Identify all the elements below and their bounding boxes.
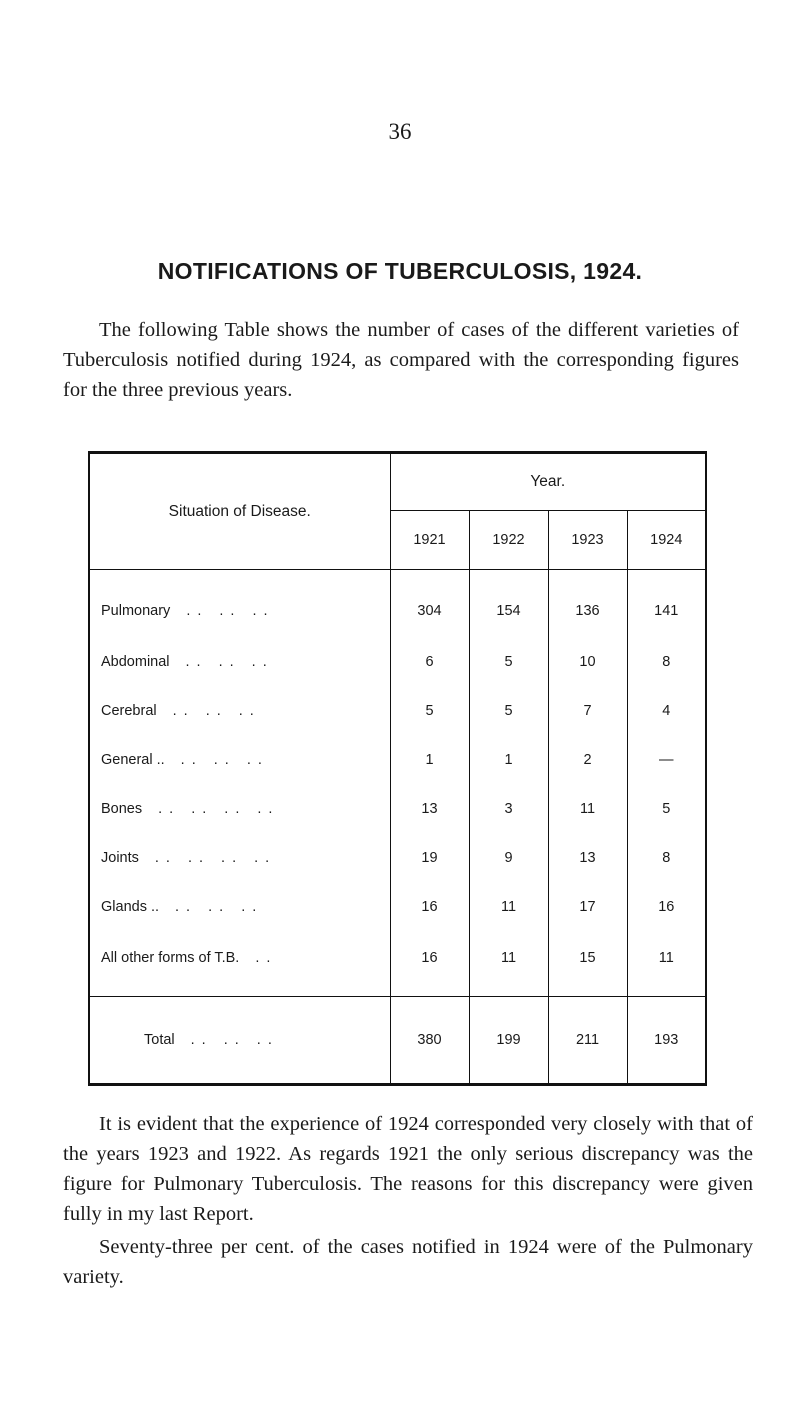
leader-dots: .. .. ..: [190, 1032, 279, 1049]
year-header: Year.: [390, 453, 706, 511]
cell-value: 6: [390, 637, 469, 686]
table-row: [89, 833, 706, 882]
row-label-text: Pulmonary: [101, 602, 171, 619]
leader-dots: ..: [255, 949, 278, 966]
cell-value: 13: [390, 784, 469, 833]
cell-value: 7: [548, 686, 627, 735]
cell-value: 11: [469, 932, 548, 997]
cell-value: 5: [469, 637, 548, 686]
cell-value: 4: [662, 702, 671, 719]
row-label: [89, 735, 390, 784]
leader-dots: .. .. ..: [180, 751, 269, 768]
cell-value: 1: [390, 735, 469, 784]
cell-value: 15: [548, 932, 627, 997]
row-label-text: Glands ..: [101, 899, 160, 915]
cell-value: 8: [662, 849, 671, 866]
cell-value: —: [659, 751, 674, 768]
total-label: [89, 997, 390, 1085]
cell-value: 11: [548, 784, 627, 833]
situation-header: Situation of Disease.: [89, 453, 390, 570]
total-value: 211: [548, 997, 627, 1085]
cell-value: 16: [390, 932, 469, 997]
cell-value: 136: [548, 570, 627, 638]
table-row: [89, 735, 706, 784]
cell-value: 1: [469, 735, 548, 784]
cell-value: 11: [658, 949, 674, 966]
total-label-text: Total: [144, 1032, 175, 1049]
cell-value: 5: [469, 686, 548, 735]
cell-value: 10: [548, 637, 627, 686]
cell-value: 2: [548, 735, 627, 784]
row-label-text: Abdominal: [101, 653, 170, 670]
table-row: [89, 784, 706, 833]
row-label: [89, 882, 390, 931]
cell-value: 141: [654, 602, 679, 619]
total-value: 199: [469, 997, 548, 1085]
cell-value: 11: [469, 882, 548, 931]
total-value: 193: [627, 997, 706, 1085]
table-row: [89, 686, 706, 735]
body-paragraph-2: Seventy-three per cent. of the cases notified in 1924 were of the Pulmonary variety.: [63, 1236, 753, 1288]
intro-paragraph: The following Table shows the number of cases of the different varieties of Tuberculosis notified during 1924, as compared with the corresponding figures for the three previous years.: [63, 319, 739, 401]
row-label: [89, 784, 390, 833]
cell-value: 17: [548, 882, 627, 931]
row-label-text: General ..: [101, 751, 165, 768]
cell-value: 5: [662, 800, 671, 817]
cell-value: 8: [662, 653, 671, 670]
row-label: [89, 637, 390, 686]
table-row: [89, 570, 706, 638]
cell-value: 3: [469, 784, 548, 833]
year-column-header: 1922: [469, 511, 548, 570]
page-heading: NOTIFICATIONS OF TUBERCULOSIS, 1924.: [157, 258, 643, 284]
leader-dots: .. .. ..: [172, 702, 261, 719]
table-row: [89, 882, 706, 931]
row-label-text: All other forms of T.B.: [101, 949, 240, 966]
row-label: [89, 686, 390, 735]
leader-dots: .. .. .. ..: [154, 849, 277, 866]
cell-value: 16: [390, 882, 469, 931]
leader-dots: .. .. ..: [186, 602, 275, 619]
cell-value: 16: [658, 899, 675, 915]
cell-value: 154: [469, 570, 548, 638]
year-column-header: 1924: [627, 511, 706, 570]
table-row: [89, 637, 706, 686]
leader-dots: .. .. ..: [185, 653, 274, 670]
cell-value: 9: [469, 833, 548, 882]
total-row: [89, 997, 706, 1085]
row-label: [89, 570, 390, 638]
row-label: [89, 932, 390, 997]
total-value: 380: [390, 997, 469, 1085]
cell-value: 5: [390, 686, 469, 735]
row-label: [89, 833, 390, 882]
cell-value: 304: [390, 570, 469, 638]
leader-dots: .. .. ..: [175, 899, 264, 915]
row-label-text: Bones: [101, 800, 143, 817]
tuberculosis-table: [88, 451, 705, 1086]
cell-value: 13: [548, 833, 627, 882]
leader-dots: .. .. .. ..: [158, 800, 280, 817]
body-paragraph-1: It is evident that the experience of 1924 corresponded very closely with that of the years 1923 and 1922. As regards 1921 the only serious discrepancy was the figure for Pulmonary Tuberculosis. The reasons for this discrepancy were given fully in my last Report.: [63, 1113, 753, 1225]
year-column-header: 1923: [548, 511, 627, 570]
page-number: 36: [388, 119, 412, 144]
row-label-text: Cerebral: [101, 702, 157, 719]
table-row: [89, 932, 706, 997]
cell-value: 19: [390, 833, 469, 882]
year-column-header: 1921: [390, 511, 469, 570]
row-label-text: Joints: [101, 849, 139, 866]
